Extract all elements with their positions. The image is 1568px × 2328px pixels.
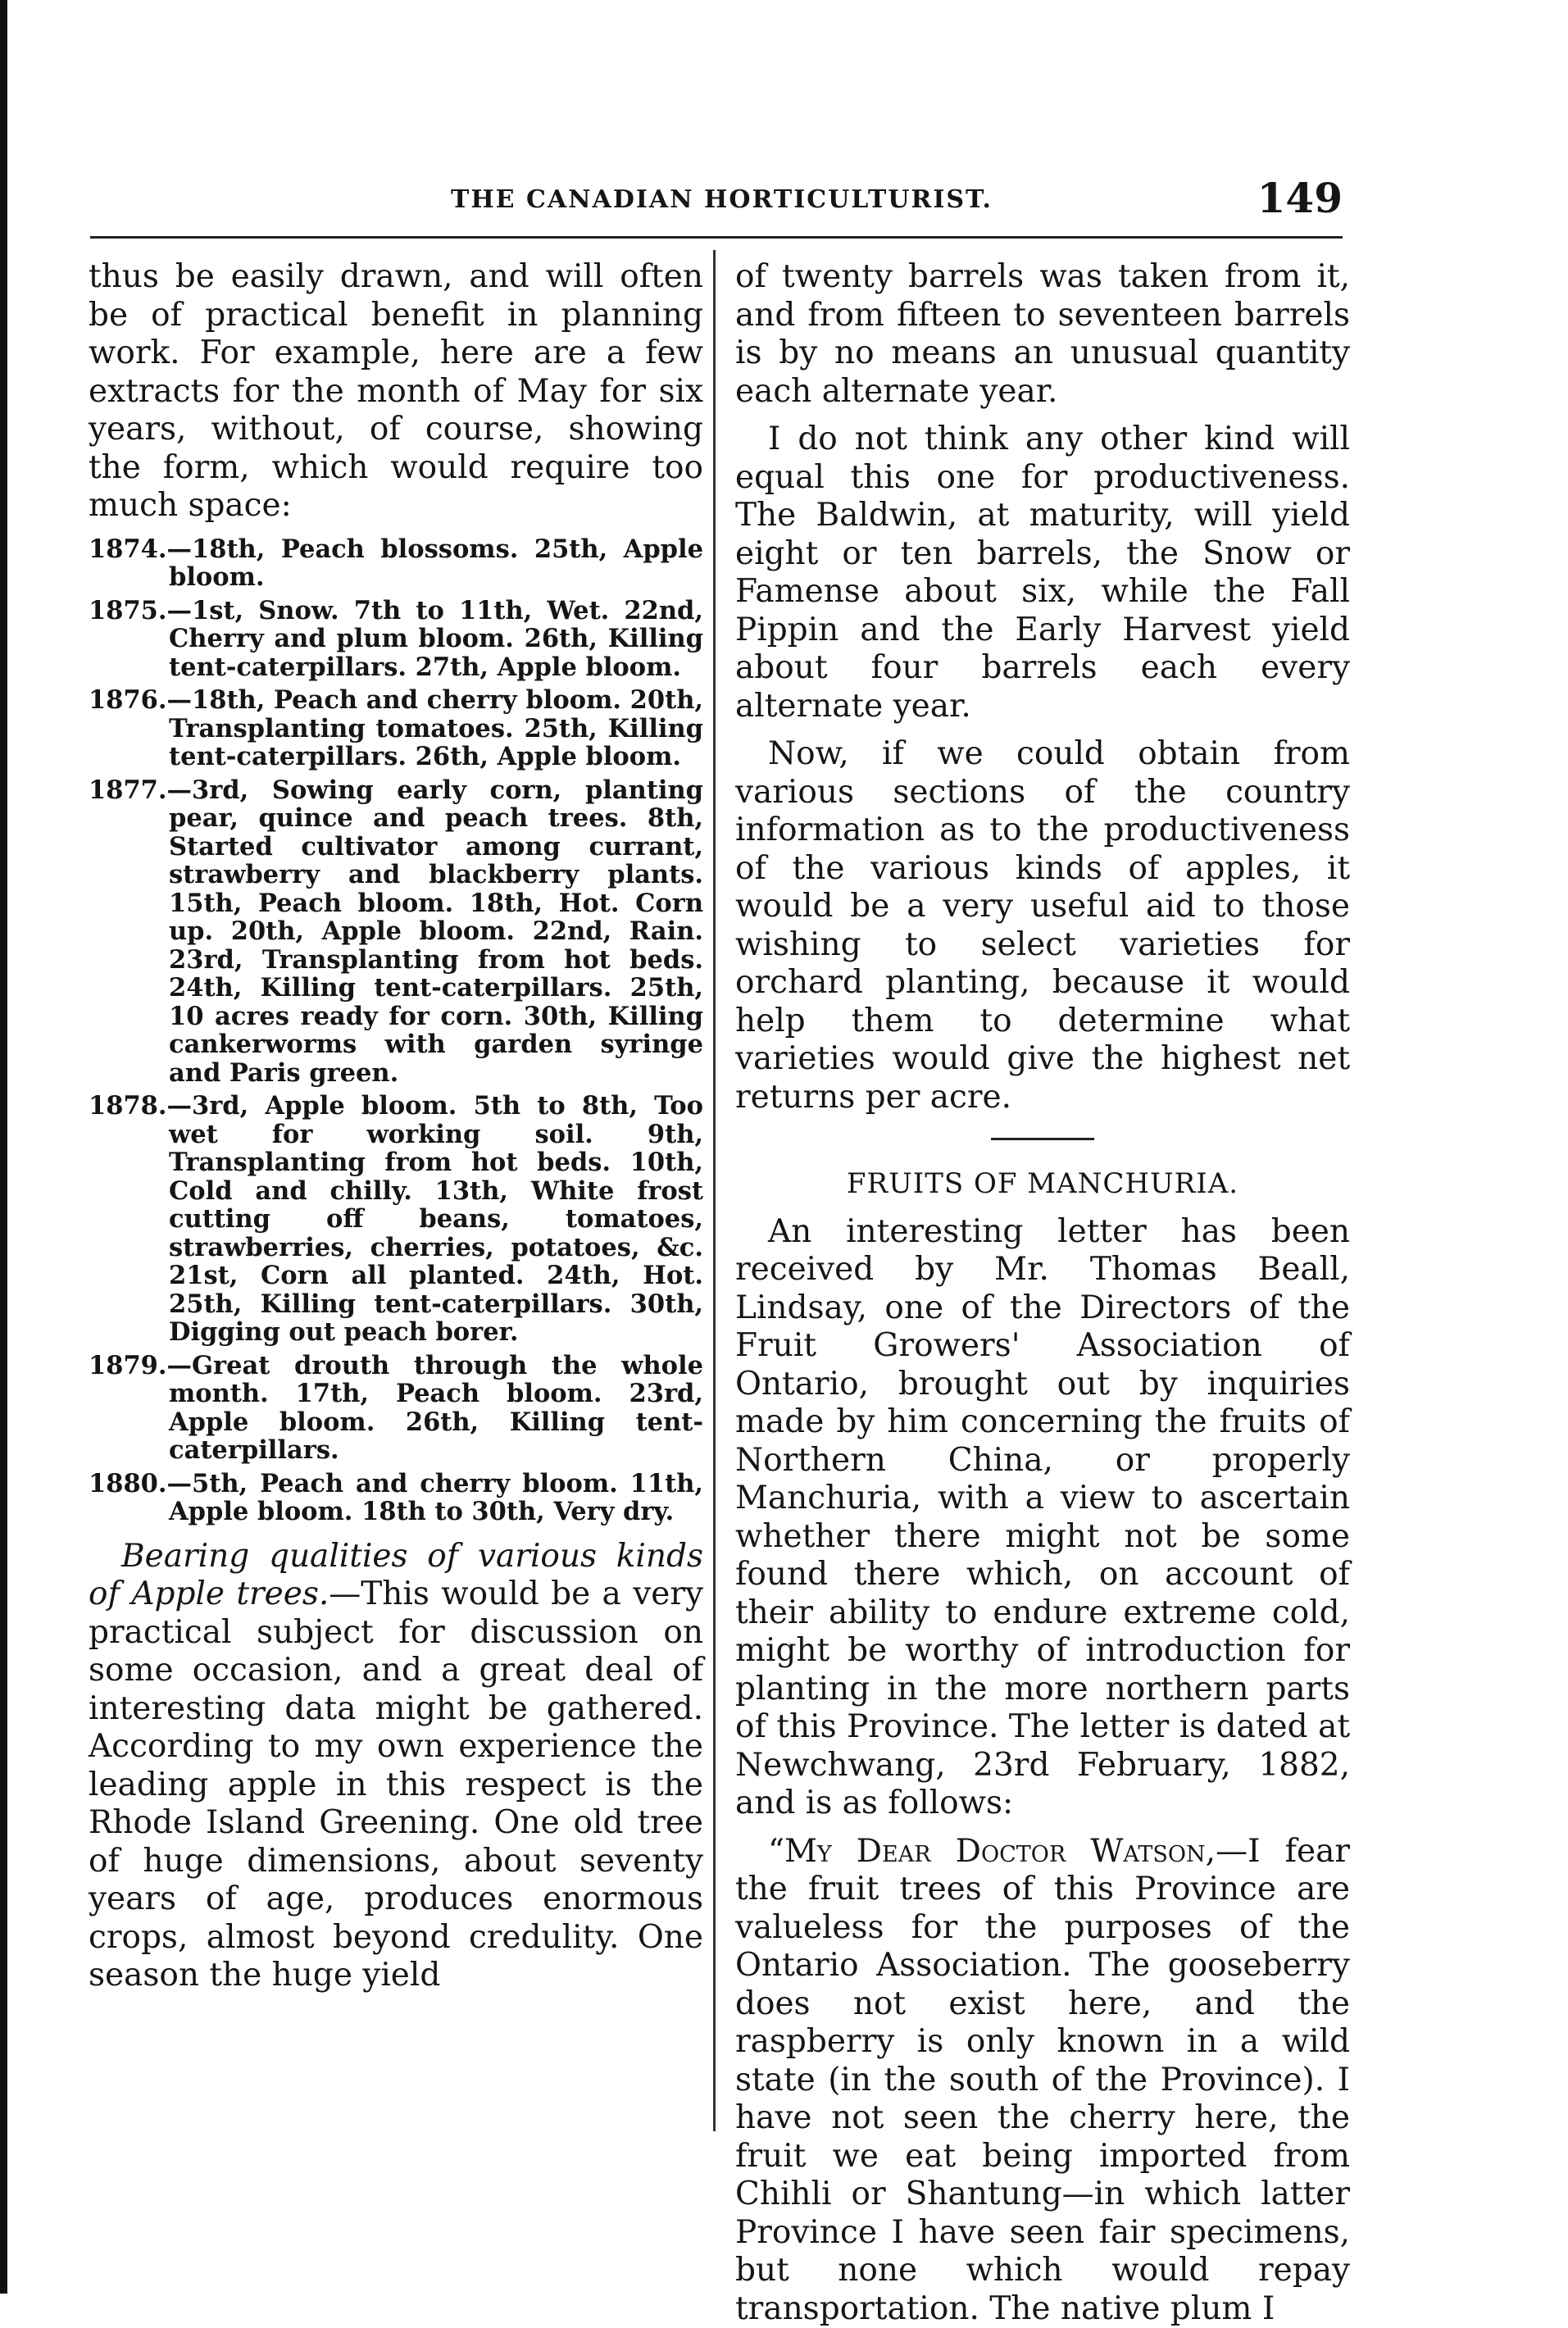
bearing-qualities-heading: Bearing qualities of various kinds of Apple trees. [89,1538,703,1613]
letter-salutation: “My Dear Doctor Watson, [768,1833,1216,1870]
information-paragraph: Now, if we could obtain from various sections of the country information as to the productiveness of the various kinds of apples, it would be a very useful aid to those wishing to select varieties for orchard planting, because it would help them to determine what varieties would give the highest net returns per acre. [735,735,1350,1116]
diary-entry-1880: 1880.—5th, Peach and cherry bloom. 11th, Apple bloom. 18th to 30th, Very dry. [89,1470,703,1526]
diary-entry-1877: 1877.—3rd, Sowing early corn, planting pear, quince and peach trees. 8th, Started cultivator among currant, strawberry and blackberry plants. 15th, Peach bloom. 18th, Hot. Corn up. 20th, Apple bloom. 22nd, Rain. 23rd, Transplanting from hot beds. 24th, Killing tent-caterpillars. 25th, 10 acres ready for corn. 30th, Killing cankerworms with garden syringe and Paris green. [89,776,703,1088]
diary-entry-1878: 1878.—3rd, Apple bloom. 5th to 8th, Too wet for working soil. 9th, Transplanting from hot beds. 10th, Cold and chilly. 13th, White frost cutting off beans, tomatoes, strawberries, cherries, potatoes, &c. 21st, Corn all planted. 24th, Hot. 25th, Killing tent-caterpillars. 30th, Digging out peach borer. [89,1092,703,1347]
page-number: 149 [1257,174,1343,222]
bearing-qualities-paragraph [89,1538,703,1995]
running-head: THE CANADIAN HORTICULTURIST. [451,185,993,214]
diary-entry-1876: 1876.—18th, Peach and cherry bloom. 20th, Transplanting tomatoes. 25th, Killing tent-caterpillars. 26th, Apple bloom. [89,686,703,771]
manchuria-intro-paragraph: An interesting letter has been received by Mr. Thomas Beall, Lindsay, one of the Directors of the Fruit Growers' Association of Ontario, brought out by inquiries made by him concerning the fruits of Northern China, or properly Manchuria, with a view to ascertain whether there might not be some found there which, on account of their ability to endure extreme cold, might be worthy of introduction for planting in the more northern parts of this Province. The letter is dated at Newchwang, 23rd February, 1882, and is as follows: [735,1213,1350,1823]
section-separator [991,1138,1094,1140]
header-rule [90,236,1343,239]
right-column [735,258,1350,2193]
page-header [89,174,1343,231]
continued-paragraph: of twenty barrels was taken from it, and from fifteen to seventeen barrels is by no means an unusual quantity each alternate year. [735,258,1350,411]
letter-paragraph [735,1833,1350,2328]
intro-paragraph: thus be easily drawn, and will often be of practical benefit in planning work. For example, here are a few extracts for the month of May for six years, without, of course, showing the form, which would require too much space: [89,258,703,525]
diary-entry-1879: 1879.—Great drouth through the whole month. 17th, Peach bloom. 23rd, Apple bloom. 26th, Killing tent-caterpillars. [89,1352,703,1465]
page-edge-rule [0,0,7,2294]
productiveness-paragraph: I do not think any other kind will equal this one for productiveness. The Baldwin, at maturity, will yield eight or ten barrels, the Snow or Famense about six, while the Fall Pippin and the Early Harvest yield about four barrels each every alternate year. [735,421,1350,725]
section-heading: FRUITS OF MANCHURIA. [735,1165,1350,1203]
diary-entry-1875: 1875.—1st, Snow. 7th to 11th, Wet. 22nd, Cherry and plum bloom. 26th, Killing tent-caterpillars. 27th, Apple bloom. [89,597,703,682]
left-column [89,258,703,2193]
diary-entries [89,535,703,1526]
letter-text: —I fear the fruit trees of this Province are valueless for the purposes of the Ontario Association. The gooseberry does not exist here, and the raspberry is only known in a wild state (in the south of the Province). I have not seen the cherry here, the fruit we eat being imported from Chihli or Shantung—in which latter Province I have seen fair specimens, but none which would repay transportation. The native plum I [735,1833,1350,2327]
diary-entry-1874: 1874.—18th, Peach blossoms. 25th, Apple bloom. [89,535,703,592]
bearing-qualities-text: —This would be a very practical subject for discussion on some occasion, and a great deal of interesting data might be gathered. According to my own experience the leading apple in this respect is the Rhode Island Greening. One old tree of huge dimensions, about seventy years of age, produces enormous crops, almost beyond credulity. One season the huge yield [89,1575,703,1994]
column-divider [713,250,716,2131]
